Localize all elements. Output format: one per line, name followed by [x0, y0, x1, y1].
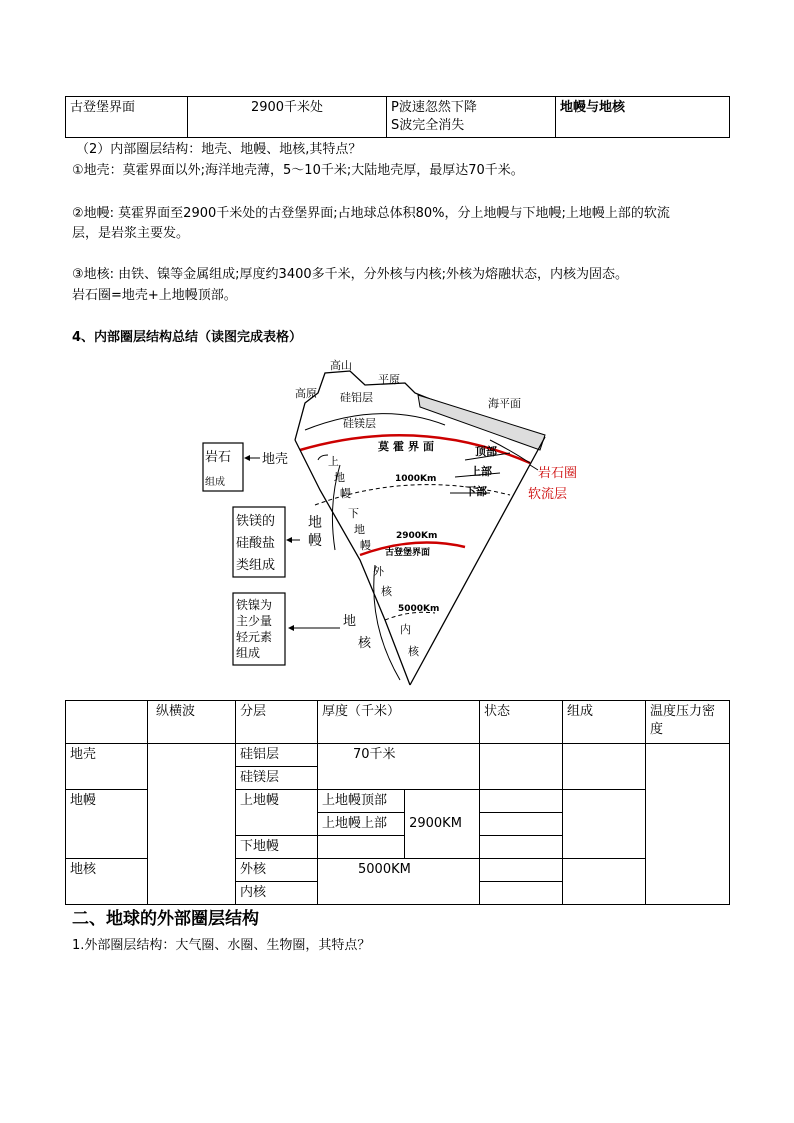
section-4-heading: 4、内部圈层结构总结（读图完成表格） [72, 330, 303, 345]
um-char1: 上 [328, 455, 339, 468]
arrowhead-crust [244, 455, 250, 461]
label-core [343, 613, 372, 651]
label-inner-core-vertical [400, 622, 420, 658]
section-2-title: 二、地球的外部圈层结构 [72, 909, 259, 929]
mantle-state-2 [480, 813, 563, 836]
label-mantle-char2: 幔 [308, 533, 322, 549]
label-outer-core-vertical [373, 564, 393, 598]
box3-line1: 铁镍为 [236, 598, 273, 612]
paragraph-mantle-b: 层，是岩浆主要发。 [72, 226, 190, 241]
um-char3: 幔 [340, 487, 351, 500]
lm-char3: 幔 [360, 539, 371, 552]
core-state-2 [480, 882, 563, 905]
label-mantle [308, 514, 326, 549]
wedge-left [295, 440, 410, 685]
cell-crust-thickness: 70千米 [318, 744, 480, 790]
ic-char2: 核 [408, 645, 419, 658]
cell-core-thickness: 5000KM [318, 859, 480, 905]
oc-char1: 外 [373, 565, 384, 578]
oc-char2: 核 [381, 585, 392, 598]
box1-line2: 组成 [205, 477, 225, 488]
paragraph-core: ③地核: 由铁、镍等金属组成;厚度约3400多千米，分外核与内核;外核为熔融状态，内核为固态。 [72, 267, 629, 282]
box2-line3: 类组成 [236, 558, 276, 573]
paragraph-lithosphere: 岩石圈=地壳+上地幔顶部。 [72, 288, 237, 303]
label-5000km: 5000Km [398, 604, 440, 614]
lm-char1: 下 [348, 507, 359, 520]
cell-inner-core: 内核 [236, 882, 318, 905]
label-2900km: 2900Km [396, 531, 438, 541]
label-lithosphere: 岩石圈 [538, 466, 578, 481]
top-cell-boundary: 古登堡界面 [66, 97, 188, 138]
row-mantle: 地幔 [66, 790, 148, 859]
label-crust: 地壳 [262, 452, 289, 467]
lower-mantle-empty [318, 836, 405, 859]
cell-upper-mantle-top: 上地幔顶部 [318, 790, 405, 813]
summary-table [65, 700, 730, 905]
temp-cell [646, 744, 730, 905]
label-top-part: 顶部 [475, 445, 497, 458]
box3-line3: 轻元素 [236, 630, 273, 644]
label-plain: 平原 [378, 373, 400, 386]
top-table [65, 96, 730, 138]
earth-layers-diagram [200, 355, 590, 695]
box3-line2: 主少量 [236, 614, 273, 628]
ic-char1: 内 [400, 623, 411, 636]
brace-core [374, 565, 400, 680]
crust-composition [563, 744, 646, 790]
paragraph-mantle-a: ②地幔: 莫霍界面至2900千米处的古登堡界面;占地球总体积80%，分上地幔与下地幔;上地幔上部的软流 [72, 206, 670, 221]
header-waves: 纵横波 [148, 701, 236, 744]
label-core-char1: 地 [343, 614, 357, 629]
row-crust: 地壳 [66, 744, 148, 790]
cell-mantle-thickness: 2900KM [405, 790, 480, 859]
paragraph-inner-structure: （2）内部圈层结构：地壳、地幔、地核,其特点？ [76, 142, 362, 157]
top-cell-layers: 地幔与地核 [556, 97, 730, 138]
label-mantle-char1: 地 [308, 515, 322, 531]
wave-s: S波完全消失 [391, 118, 465, 133]
header-empty [66, 701, 148, 744]
cell-outer-core: 外核 [236, 859, 318, 882]
header-layer: 分层 [236, 701, 318, 744]
label-sea-level: 海平面 [488, 397, 521, 410]
box2-line2: 硅酸盐 [236, 536, 276, 551]
core-composition [563, 859, 646, 905]
waves-cell [148, 744, 236, 905]
arrowhead-mantle [286, 537, 292, 543]
header-composition: 组成 [563, 701, 646, 744]
outer-sphere-question: 1.外部圈层结构：大气圈、水圈、生物圈，其特点？ [72, 938, 371, 953]
top-cell-waves [387, 97, 556, 138]
header-state: 状态 [480, 701, 563, 744]
paragraph-crust: ①地壳：莫霍界面以外;海洋地壳薄，5～10千米;大陆地壳厚，最厚达70千米。 [72, 163, 524, 178]
wave-p: P波速忽然下降 [391, 100, 477, 115]
leader-litho [530, 465, 538, 470]
arrowhead-core [288, 625, 294, 631]
label-upper-part: 上部 [470, 465, 492, 478]
header-thickness: 厚度（千米） [318, 701, 480, 744]
label-sima: 硅镁层 [343, 417, 376, 430]
label-core-char2: 核 [358, 636, 372, 651]
mantle-composition [563, 790, 646, 859]
top-cell-depth: 2900千米处 [188, 97, 387, 138]
box2-line1: 铁镁的 [236, 514, 276, 529]
um-char2: 地 [334, 471, 345, 484]
box1-line1: 岩石 [205, 450, 232, 465]
cell-lower-mantle: 下地幔 [236, 836, 318, 859]
header-temp-pressure: 温度压力密度 [646, 701, 730, 744]
cell-upper-mantle-upper: 上地幔上部 [318, 813, 405, 836]
label-1000km: 1000Km [395, 474, 437, 484]
label-gutenberg: 古登堡界面 [385, 548, 431, 558]
lm-char2: 地 [354, 523, 365, 536]
label-plateau: 高原 [295, 387, 317, 400]
mantle-state-3 [480, 836, 563, 859]
cell-sima: 硅镁层 [236, 767, 318, 790]
row-core: 地核 [66, 859, 148, 905]
core-state-1 [480, 859, 563, 882]
label-moho: 莫霍界面 [378, 440, 438, 453]
label-lower-part: 下部 [465, 485, 487, 498]
label-mountain: 高山 [330, 359, 352, 372]
label-asthenosphere: 软流层 [528, 487, 568, 502]
label-upper-mantle-vertical [328, 454, 351, 500]
box3-line4: 组成 [236, 646, 261, 660]
cell-upper-mantle: 上地幔 [236, 790, 318, 836]
mantle-state-1 [480, 790, 563, 813]
label-sial: 硅铝层 [340, 391, 373, 404]
brace-crust [318, 455, 328, 460]
cell-sial: 硅铝层 [236, 744, 318, 767]
crust-state [480, 744, 563, 790]
